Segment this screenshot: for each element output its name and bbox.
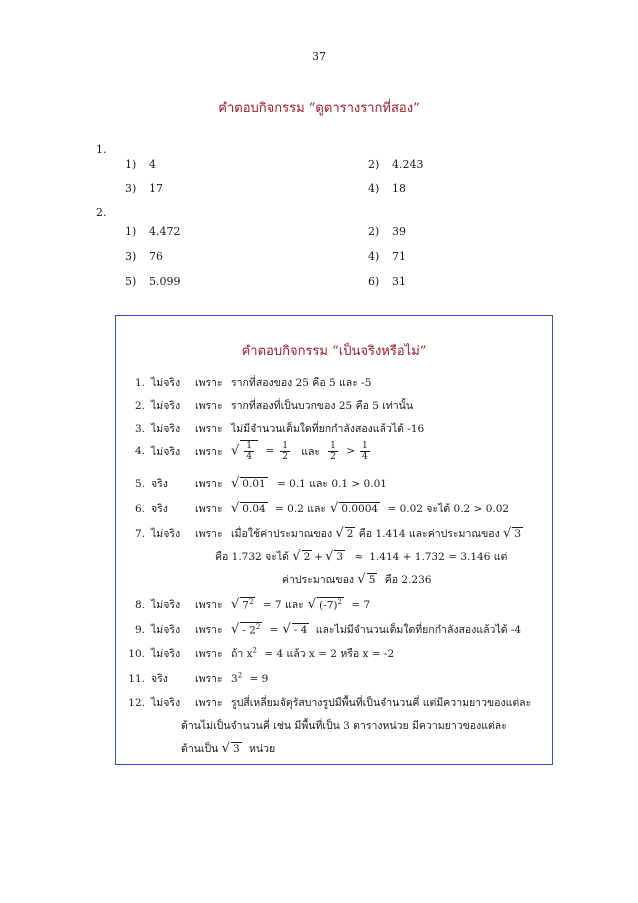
answer-row: 12. ไม่จริง เพราะ รูปสี่เหลี่ยมจัตุรัสบางรูปมีพื้นที่เป็นจำนวนคี่ แต่มีความยาวของแต่ละ [128, 697, 532, 709]
answer-item: 4) 71 [368, 250, 406, 263]
answer-item: 6) 31 [368, 275, 406, 288]
answer-row-continuation: ด้านไม่เป็นจำนวนคี่ เช่น มีพื้นที่เป็น 3 ตารางหน่วย มีความยาวของแต่ละ [181, 720, 507, 732]
answer-item: 2) 39 [368, 225, 406, 238]
answer-row-continuation: คือ 1.732 จะได้ √ 2 + √ 3 ≈ 1.414 + 1.732 = 3.146 แต่ [215, 549, 508, 564]
answer-row-continuation: ค่าประมาณของ √ 5 คือ 2.236 [282, 572, 432, 587]
answer-row-continuation: ด้านเป็น √ 3 หน่วย [181, 741, 276, 756]
answer-item: 1) 4.472 [125, 225, 181, 238]
answer-row: 4. ไม่จริง เพราะ √ $\frac{1}{4}$ = $\frac{1}{2}$ และ $\frac{1}{2}$ > $\frac{1}{4}$ [134, 440, 368, 462]
answer-row: 9. ไม่จริง เพราะ √ - $2^2$ = √ - 4 และไม่มีจำนวนเต็มใดที่ยกกำลังสองแล้วได้ -4 [134, 622, 522, 637]
answer-row: 6. จริง เพราะ √ 0.04 = 0.2 และ √ 0.0004 = 0.02 จะได้ 0.2 > 0.02 [134, 501, 510, 516]
page-number: 37 [312, 50, 326, 63]
fraction-root: $\frac{1}{4}$ [240, 440, 258, 462]
activity2-title: คำตอบกิจกรรม “เป็นจริงหรือไม่” [241, 344, 427, 359]
answer-item: 3) 17 [125, 182, 163, 195]
answer-item: 3) 76 [125, 250, 163, 263]
answer-row: 3. ไม่จริง เพราะ ไม่มีจำนวนเต็มใดที่ยกกำลังสองแล้วได้ -16 [134, 423, 425, 435]
answer-item: 2) 4.243 [368, 158, 424, 171]
answer-item: 1) 4 [125, 158, 156, 171]
activity1-title: คำตอบกิจกรรม “ดูตารางรากที่สอง” [218, 101, 420, 116]
answer-row: 10. ไม่จริง เพราะ ถ้า $x^2 = 4$ แล้ว x = 2 หรือ x = -2 [128, 646, 395, 660]
answer-row: 8. ไม่จริง เพราะ √ $7^2 = 7$ และ √ $(-7)^2 = 7$ [134, 597, 371, 612]
answer-row: 1. ไม่จริง เพราะ รากที่สองของ 25 คือ 5 และ -5 [134, 377, 372, 389]
answer-row: 5. จริง เพราะ √ 0.01 = 0.1 และ 0.1 > 0.01 [134, 476, 387, 491]
question-1-label: 1. [96, 143, 107, 156]
answer-row: 7. ไม่จริง เพราะ เมื่อใช้ค่าประมาณของ √ 2 คือ 1.414 และค่าประมาณของ √ 3 [134, 526, 522, 541]
answer-row: 11. จริง เพราะ $3^2 = 9$ [128, 671, 269, 685]
answer-item: 4) 18 [368, 182, 406, 195]
answer-item: 5) 5.099 [125, 275, 181, 288]
answer-row: 2. ไม่จริง เพราะ รากที่สองที่เป็นบวกของ 25 คือ 5 เท่านั้น [134, 400, 414, 412]
question-2-label: 2. [96, 206, 107, 219]
